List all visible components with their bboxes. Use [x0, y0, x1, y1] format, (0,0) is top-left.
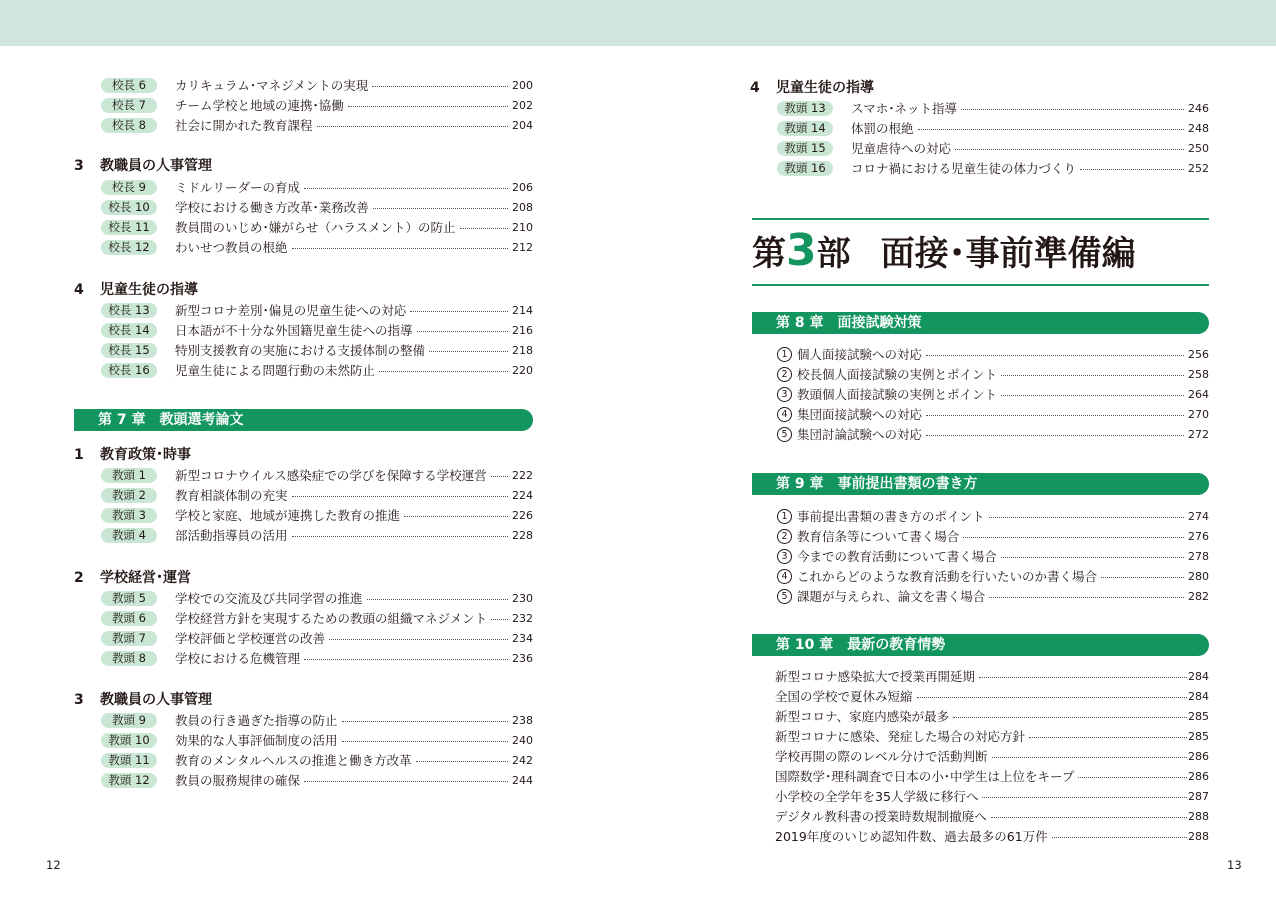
toc-entry[interactable] — [101, 730, 533, 750]
chapter-7-bar: 第 7 章 教頭選考論文 — [74, 409, 533, 431]
dot-leader — [1080, 169, 1184, 170]
entry-page: 286 — [1188, 769, 1209, 783]
dot-leader — [373, 208, 508, 209]
entry-tag: 教頭 7 — [101, 631, 157, 646]
toc-entry[interactable] — [777, 506, 1209, 526]
entry-page: 282 — [1188, 589, 1209, 603]
toc-entry[interactable] — [101, 360, 533, 380]
entry-tag: 校長 11 — [101, 220, 157, 235]
part-rule-top — [752, 218, 1209, 220]
entry-page: 220 — [512, 363, 533, 377]
part-number: 3 — [786, 225, 817, 276]
section-number: 2 — [74, 570, 84, 586]
dot-leader — [992, 757, 1187, 758]
entry-page: 228 — [512, 528, 533, 542]
section-heading — [74, 279, 198, 299]
toc-entry[interactable] — [777, 158, 1209, 178]
entry-title: 新型コロナ、家庭内感染が最多 — [775, 709, 950, 724]
entry-page: 224 — [512, 488, 533, 502]
toc-entry[interactable] — [775, 746, 1209, 766]
dot-leader — [961, 109, 1184, 110]
entry-page: 210 — [512, 220, 533, 234]
entry-page: 242 — [512, 753, 533, 767]
toc-entry[interactable] — [101, 588, 533, 608]
section-title: 児童生徒の指導 — [100, 282, 198, 298]
toc-entry[interactable] — [777, 586, 1209, 606]
entry-title: ミドルリーダーの育成 — [175, 180, 301, 195]
entry-tag: 教頭 10 — [101, 733, 157, 748]
section-number: 3 — [74, 158, 84, 174]
dot-leader — [917, 697, 1187, 698]
entry-title: 教育信条等について書く場合 — [797, 529, 960, 544]
dot-leader — [918, 129, 1184, 130]
chapter-10-bar: 第 10 章 最新の教育情勢 — [752, 634, 1209, 656]
toc-entry[interactable] — [101, 75, 533, 95]
dot-leader — [1001, 395, 1184, 396]
circled-number: 3 — [777, 549, 792, 564]
circled-number: 4 — [777, 407, 792, 422]
section-title: 教育政策･時事 — [100, 447, 191, 463]
circled-number: 5 — [777, 427, 792, 442]
dot-leader — [1001, 557, 1184, 558]
entry-title: 体罰の根絶 — [851, 121, 914, 136]
entry-page: 222 — [512, 468, 533, 482]
entry-title: 国際数学･理科調査で日本の小･中学生は上位をキープ — [775, 769, 1075, 784]
entry-title: 学校における危機管理 — [175, 651, 301, 666]
dot-leader — [304, 188, 508, 189]
entry-title: デジタル教科書の授業時数規制撤廃へ — [775, 809, 987, 824]
entry-title: 児童生徒による問題行動の未然防止 — [175, 363, 376, 378]
toc-entry[interactable] — [777, 364, 1209, 384]
toc-entry[interactable] — [775, 826, 1209, 846]
entry-page: 226 — [512, 508, 533, 522]
toc-entry[interactable] — [775, 726, 1209, 746]
entry-page: 208 — [512, 200, 533, 214]
section-number: 4 — [74, 282, 84, 298]
entry-title: 効果的な人事評価制度の活用 — [175, 733, 338, 748]
entry-tag: 校長 13 — [101, 303, 157, 318]
entry-tag: 校長 7 — [101, 98, 157, 113]
dot-leader — [989, 517, 1184, 518]
entry-tag: 校長 15 — [101, 343, 157, 358]
toc-entry[interactable] — [777, 424, 1209, 444]
dot-leader — [292, 248, 508, 249]
entry-tag: 教頭 9 — [101, 713, 157, 728]
dot-leader — [1052, 837, 1187, 838]
entry-page: 270 — [1188, 407, 1209, 421]
entry-page: 280 — [1188, 569, 1209, 583]
entry-tag: 校長 8 — [101, 118, 157, 133]
toc-entry[interactable] — [777, 404, 1209, 424]
dot-leader — [348, 106, 508, 107]
dot-leader — [979, 677, 1187, 678]
entry-title: カリキュラム･マネジメントの実現 — [175, 78, 369, 93]
entry-title: 学校での交流及び共同学習の推進 — [175, 591, 363, 606]
entry-tag: 校長 14 — [101, 323, 157, 338]
entry-title: 全国の学校で夏休み短縮 — [775, 689, 913, 704]
dot-leader — [372, 86, 508, 87]
part-suffix: 部 — [816, 234, 851, 274]
entry-tag: 教頭 15 — [777, 141, 833, 156]
circled-number: 1 — [777, 347, 792, 362]
entry-title: 部活動指導員の活用 — [175, 528, 288, 543]
entry-page: 284 — [1188, 689, 1209, 703]
toc-entry[interactable] — [101, 95, 533, 115]
entry-title: 教員の行き過ぎた指導の防止 — [175, 713, 338, 728]
right-page — [638, 0, 1276, 910]
entry-title: 特別支援教育の実施における支援体制の整備 — [175, 343, 426, 358]
entry-page: 202 — [512, 98, 533, 112]
circled-number: 5 — [777, 589, 792, 604]
entry-page: 232 — [512, 611, 533, 625]
entry-title: 学校再開の際のレベル分けで活動判断 — [775, 749, 988, 764]
entry-title: 学校経営方針を実現するための教頭の組織マネジメント — [175, 611, 488, 626]
entry-page: 200 — [512, 78, 533, 92]
dot-leader — [404, 516, 508, 517]
page-number-left: 12 — [46, 858, 61, 872]
entry-page: 206 — [512, 180, 533, 194]
entry-tag: 教頭 13 — [777, 101, 833, 116]
toc-entry[interactable] — [775, 666, 1209, 686]
entry-page: 214 — [512, 303, 533, 317]
entry-page: 236 — [512, 651, 533, 665]
entry-page: 212 — [512, 240, 533, 254]
dot-leader — [491, 619, 508, 620]
entry-title: これからどのような教育活動を行いたいのか書く場合 — [797, 569, 1098, 584]
entry-title: 事前提出書類の書き方のポイント — [797, 509, 985, 524]
entry-title: 学校と家庭、地域が連携した教育の推進 — [175, 508, 401, 523]
entry-title: 新型コロナ差別･偏見の児童生徒への対応 — [175, 303, 407, 318]
entry-title: 教頭個人面接試験の実例とポイント — [797, 387, 998, 402]
toc-entry[interactable] — [101, 465, 533, 485]
chapter-9-bar: 第 9 章 事前提出書類の書き方 — [752, 473, 1209, 495]
entry-page: 244 — [512, 773, 533, 787]
entry-tag: 校長 9 — [101, 180, 157, 195]
entry-page: 240 — [512, 733, 533, 747]
entry-title: 社会に開かれた教育課程 — [175, 118, 313, 133]
section-heading — [74, 567, 191, 587]
entry-title: 新型コロナウイルス感染症での学びを保障する学校運営 — [175, 468, 487, 483]
entry-tag: 校長 6 — [101, 78, 157, 93]
toc-entry[interactable] — [777, 344, 1209, 364]
entry-title: 課題が与えられ、論文を書く場合 — [797, 589, 986, 604]
entry-page: 284 — [1188, 669, 1209, 683]
toc-entry[interactable] — [101, 525, 533, 545]
entry-page: 238 — [512, 713, 533, 727]
entry-title: 新型コロナに感染、発症した場合の対応方針 — [775, 729, 1026, 744]
toc-entry[interactable] — [101, 608, 533, 628]
toc-entry[interactable] — [777, 384, 1209, 404]
dot-leader — [417, 331, 508, 332]
toc-entry[interactable] — [777, 118, 1209, 138]
dot-leader — [292, 496, 508, 497]
entry-page: 278 — [1188, 549, 1209, 563]
toc-entry[interactable] — [101, 177, 533, 197]
entry-tag: 教頭 16 — [777, 161, 833, 176]
toc-entry[interactable] — [777, 546, 1209, 566]
section-title: 教職員の人事管理 — [100, 692, 212, 708]
entry-title: 児童虐待への対応 — [851, 141, 952, 156]
entry-tag: 教頭 6 — [101, 611, 157, 626]
dot-leader — [416, 761, 508, 762]
dot-leader — [342, 721, 508, 722]
entry-tag: 教頭 14 — [777, 121, 833, 136]
toc-entry[interactable] — [777, 526, 1209, 546]
toc-entry[interactable] — [775, 766, 1209, 786]
toc-entry[interactable] — [775, 786, 1209, 806]
entry-page: 264 — [1188, 387, 1209, 401]
entry-tag: 教頭 11 — [101, 753, 157, 768]
toc-entry[interactable] — [101, 648, 533, 668]
entry-tag: 校長 10 — [101, 200, 157, 215]
toc-entry[interactable] — [101, 770, 533, 790]
section-number: 1 — [74, 447, 84, 463]
entry-title: 新型コロナ感染拡大で授業再開延期 — [775, 669, 976, 684]
toc-entry[interactable] — [101, 237, 533, 257]
entry-title: チーム学校と地域の連携･協働 — [175, 98, 344, 113]
entry-title: 2019年度のいじめ認知件数、過去最多の61万件 — [775, 829, 1048, 844]
entry-title: 学校における働き方改革･業務改善 — [175, 200, 369, 215]
toc-entry[interactable] — [775, 706, 1209, 726]
part-name: 面接･事前準備編 — [880, 234, 1136, 274]
entry-title: コロナ禍における児童生徒の体力づくり — [851, 161, 1077, 176]
section-title: 学校経営･運営 — [100, 570, 191, 586]
entry-page: 204 — [512, 118, 533, 132]
entry-page: 216 — [512, 323, 533, 337]
entry-title: 個人面接試験への対応 — [797, 347, 923, 362]
entry-page: 248 — [1188, 121, 1209, 135]
dot-leader — [1029, 737, 1187, 738]
entry-page: 252 — [1188, 161, 1209, 175]
circled-number: 3 — [777, 387, 792, 402]
entry-page: 287 — [1188, 789, 1209, 803]
page-number-right: 13 — [1227, 858, 1242, 872]
dot-leader — [991, 817, 1187, 818]
entry-tag: 教頭 12 — [101, 773, 157, 788]
section-number: 3 — [74, 692, 84, 708]
dot-leader — [926, 355, 1184, 356]
section-heading — [750, 77, 874, 97]
toc-entry[interactable] — [101, 710, 533, 730]
entry-page: 288 — [1188, 829, 1209, 843]
entry-title: 学校評価と学校運営の改善 — [175, 631, 326, 646]
toc-entry[interactable] — [101, 505, 533, 525]
entry-title: 日本語が不十分な外国籍児童生徒への指導 — [175, 323, 413, 338]
entry-title: わいせつ教員の根絶 — [175, 240, 288, 255]
entry-page: 288 — [1188, 809, 1209, 823]
dot-leader — [379, 371, 508, 372]
dot-leader — [460, 228, 508, 229]
entry-page: 218 — [512, 343, 533, 357]
entry-title: 教員の服務規律の確保 — [175, 773, 301, 788]
toc-entry[interactable] — [101, 485, 533, 505]
dot-leader — [292, 536, 508, 537]
toc-entry[interactable] — [101, 320, 533, 340]
toc-entry[interactable] — [775, 806, 1209, 826]
entry-page: 276 — [1188, 529, 1209, 543]
dot-leader — [1001, 375, 1184, 376]
section-title: 児童生徒の指導 — [776, 80, 874, 96]
toc-entry[interactable] — [101, 750, 533, 770]
dot-leader — [963, 537, 1184, 538]
dot-leader — [953, 717, 1187, 718]
entry-page: 272 — [1188, 427, 1209, 441]
dot-leader — [926, 435, 1184, 436]
toc-entry[interactable] — [101, 340, 533, 360]
circled-number: 2 — [777, 529, 792, 544]
dot-leader — [410, 311, 508, 312]
section-title: 教職員の人事管理 — [100, 158, 212, 174]
dot-leader — [982, 797, 1187, 798]
dot-leader — [926, 415, 1184, 416]
entry-tag: 教頭 2 — [101, 488, 157, 503]
entry-page: 286 — [1188, 749, 1209, 763]
entry-page: 250 — [1188, 141, 1209, 155]
toc-entry[interactable] — [101, 217, 533, 237]
chapter-8-bar: 第 8 章 面接試験対策 — [752, 312, 1209, 334]
dot-leader — [989, 597, 1184, 598]
entry-tag: 教頭 4 — [101, 528, 157, 543]
section-heading — [74, 444, 191, 464]
entry-title: 教育のメンタルヘルスの推進と働き方改革 — [175, 753, 412, 768]
section-heading — [74, 689, 212, 709]
entry-tag: 教頭 5 — [101, 591, 157, 606]
entry-page: 234 — [512, 631, 533, 645]
entry-page: 285 — [1188, 709, 1209, 723]
toc-entry[interactable] — [101, 197, 533, 217]
entry-page: 230 — [512, 591, 533, 605]
part-title — [752, 225, 1136, 276]
part-prefix: 第 — [752, 234, 786, 274]
entry-title: 校長個人面接試験の実例とポイント — [797, 367, 998, 382]
dot-leader — [304, 659, 508, 660]
entry-page: 285 — [1188, 729, 1209, 743]
toc-entry[interactable] — [775, 686, 1209, 706]
section-heading — [74, 155, 212, 175]
entry-title: スマホ･ネット指導 — [851, 101, 958, 116]
toc-entry[interactable] — [101, 628, 533, 648]
section-number: 4 — [750, 80, 760, 96]
entry-page: 258 — [1188, 367, 1209, 381]
entry-tag: 教頭 1 — [101, 468, 157, 483]
dot-leader — [342, 741, 508, 742]
entry-page: 246 — [1188, 101, 1209, 115]
dot-leader — [304, 781, 508, 782]
part-rule-bottom — [752, 284, 1209, 286]
dot-leader — [1078, 777, 1187, 778]
entry-title: 教育相談体制の充実 — [175, 488, 288, 503]
toc-entry[interactable] — [101, 115, 533, 135]
entry-title: 集団討論試験への対応 — [797, 427, 923, 442]
entry-title: 今までの教育活動について書く場合 — [797, 549, 997, 564]
toc-entry[interactable] — [777, 98, 1209, 118]
toc-entry[interactable] — [101, 300, 533, 320]
dot-leader — [429, 351, 508, 352]
entry-title: 小学校の全学年を35人学級に移行へ — [775, 789, 979, 804]
circled-number: 4 — [777, 569, 792, 584]
circled-number: 2 — [777, 367, 792, 382]
entry-title: 集団面接試験への対応 — [797, 407, 923, 422]
entry-page: 256 — [1188, 347, 1209, 361]
circled-number: 1 — [777, 509, 792, 524]
toc-entry[interactable] — [777, 138, 1209, 158]
entry-tag: 校長 16 — [101, 363, 157, 378]
dot-leader — [329, 639, 508, 640]
entry-tag: 校長 12 — [101, 240, 157, 255]
dot-leader — [955, 149, 1184, 150]
dot-leader — [367, 599, 508, 600]
toc-entry[interactable] — [777, 566, 1209, 586]
entry-tag: 教頭 3 — [101, 508, 157, 523]
dot-leader — [1101, 577, 1184, 578]
entry-tag: 教頭 8 — [101, 651, 157, 666]
entry-title: 教員間のいじめ･嫌がらせ（ハラスメント）の防止 — [175, 220, 456, 235]
dot-leader — [317, 126, 508, 127]
entry-page: 274 — [1188, 509, 1209, 523]
dot-leader — [491, 476, 508, 477]
